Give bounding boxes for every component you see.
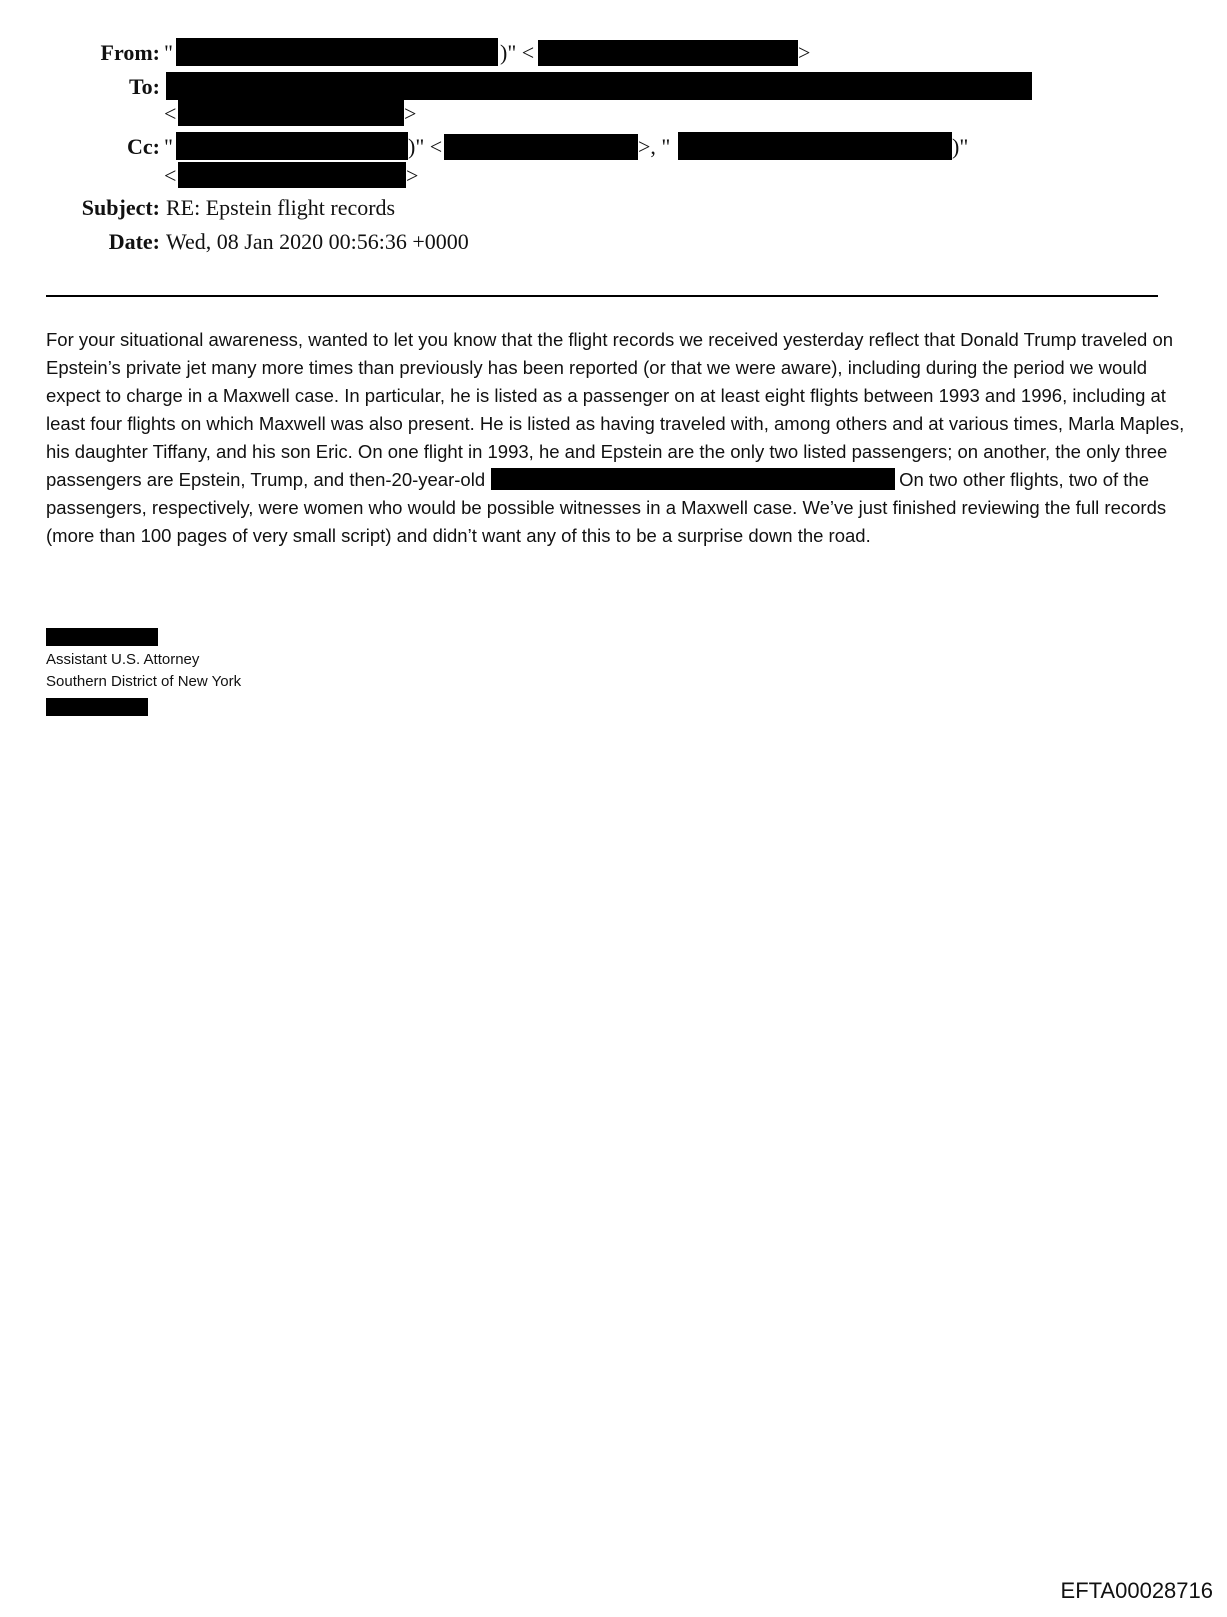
cc-sep-1: )" <: [408, 134, 443, 159]
from-label: From:: [100, 40, 160, 65]
to-open-bracket: <: [164, 101, 177, 126]
cc-close-bracket-2: >: [406, 163, 419, 188]
to-email-redaction: [178, 100, 404, 126]
signature-contact-redaction: [46, 698, 148, 716]
cc-sep-2: >, ": [638, 134, 671, 159]
from-close-bracket: >: [798, 40, 811, 65]
cc-email-1-redaction: [444, 134, 638, 160]
to-name-redaction: [166, 72, 1032, 100]
cc-sep-3: )": [952, 134, 969, 159]
date-value: Wed, 08 Jan 2020 00:56:36 +0000: [166, 229, 469, 254]
signature-name-redaction: [46, 628, 158, 646]
cc-label: Cc:: [127, 134, 160, 159]
header-divider: [46, 295, 1158, 297]
subject-value: RE: Epstein flight records: [166, 195, 396, 220]
body-part-2: On two other flights, two of the passengers, respectively, were women who would be possible witnesses in a Maxwell case. We’ve just finished reviewing the full records (more than 100 pages of very small script) and didn’t want any of this to be a surprise down the road.: [46, 469, 1167, 546]
body-part-1: For your situational awareness, wanted to let you know that the flight records we received yesterday reflect that Donald Trump traveled on Epstein’s private jet many more times than previously has been reported (or that we were aware), including during the period we would expect to charge in a Maxwell case. In particular, he is listed as a passenger on at least eight flights between 1993 and 1996, including at least four flights on which Maxwell was also present. He is listed as having traveled with, among others and at various times, Marla Maples, his daughter Tiffany, and his son Eric. On one flight in 1993, he and Epstein are the only two listed passengers; on another, the only three passengers are Epstein, Trump, and then-20-year-old: [46, 329, 1185, 490]
to-label: To:: [129, 74, 160, 99]
to-close-bracket: >: [404, 101, 417, 126]
from-close-quote: )" <: [500, 40, 535, 65]
date-label: Date:: [108, 229, 160, 254]
subject-label: Subject:: [81, 195, 160, 220]
document-id: EFTA00028716: [1060, 1578, 1213, 1603]
from-name-redaction: [176, 38, 498, 66]
cc-name-2-redaction: [678, 132, 952, 160]
cc-name-1-redaction: [176, 132, 408, 160]
from-email-redaction: [538, 40, 798, 66]
cc-open-quote: ": [164, 134, 173, 159]
signature-office: Southern District of New York: [46, 673, 242, 690]
cc-open-bracket-2: <: [164, 163, 177, 188]
body-name-redaction: [491, 468, 895, 490]
signature-title: Assistant U.S. Attorney: [46, 651, 200, 668]
message-body: [46, 326, 1186, 550]
from-open-quote: ": [164, 40, 173, 65]
cc-email-2-redaction: [178, 162, 406, 188]
